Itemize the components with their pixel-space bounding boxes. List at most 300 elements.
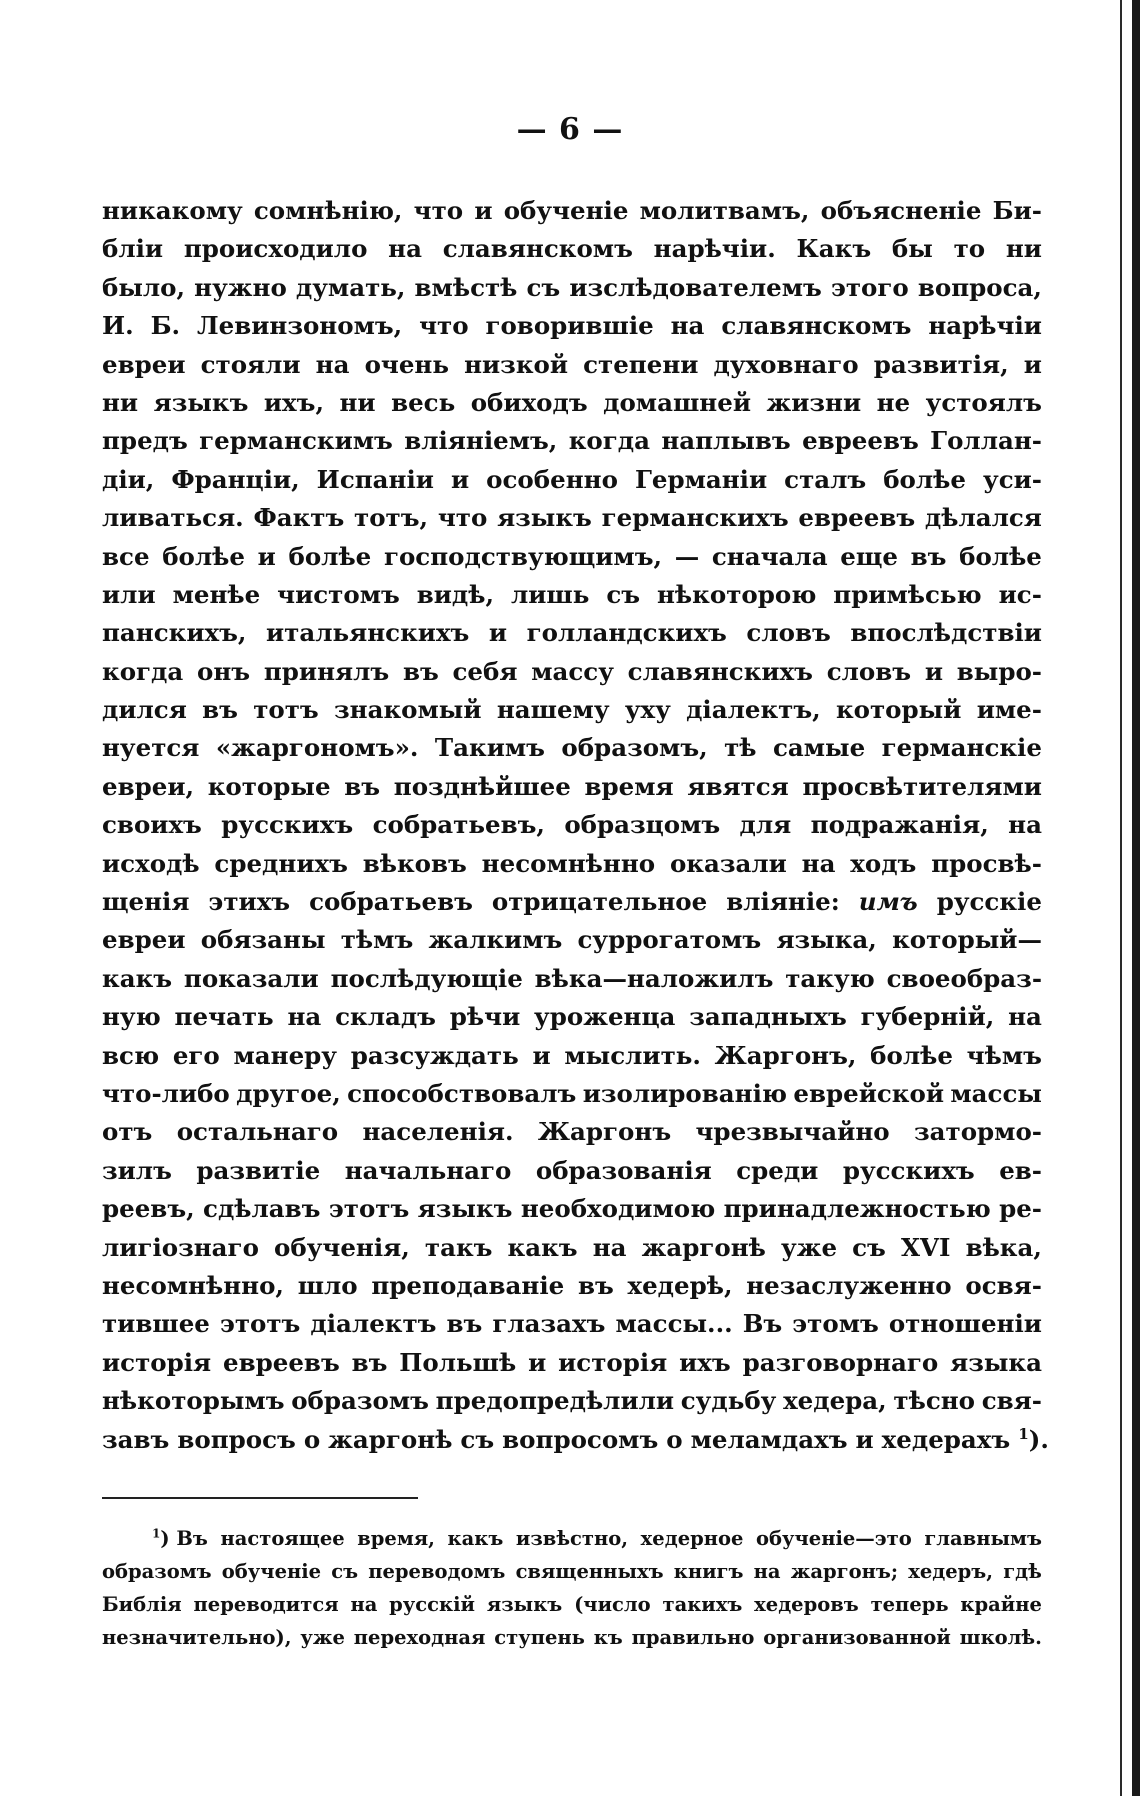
footnote-word: хедерное — [640, 1527, 744, 1550]
word: ис- — [998, 579, 1042, 609]
text-line — [102, 1305, 1042, 1343]
word: панскихъ, — [102, 618, 247, 648]
footnote-word: извѣстно, — [515, 1527, 629, 1550]
word: тившее — [102, 1309, 210, 1339]
word: видѣ, — [416, 579, 495, 609]
word: нѣкоторою — [657, 579, 817, 609]
word: массы — [950, 1078, 1042, 1108]
text-line — [102, 461, 1042, 499]
word: чистомъ — [277, 579, 400, 609]
word: ную — [102, 1002, 161, 1032]
word: и — [1023, 349, 1042, 379]
word: жизни — [766, 387, 862, 417]
text-line — [102, 1421, 1049, 1459]
word: имъ — [858, 887, 918, 917]
word: жаргонѣ — [641, 1232, 766, 1262]
word: думать, — [295, 272, 406, 302]
footnote-word: уже — [300, 1626, 345, 1649]
word: ходъ — [850, 848, 917, 878]
word: массы... — [615, 1309, 733, 1339]
word: ни — [102, 387, 139, 417]
word: оказали — [669, 848, 787, 878]
word: «жаргономъ». — [215, 733, 419, 763]
footnote-word: переводомъ — [368, 1560, 506, 1583]
word: Въ — [742, 1309, 783, 1339]
word: Жаргонъ — [537, 1117, 672, 1147]
word: на — [801, 848, 836, 878]
word: языкъ — [417, 1194, 513, 1224]
word: Франціи, — [171, 464, 300, 494]
word: съ — [526, 272, 561, 302]
word: славянскомъ — [442, 234, 633, 264]
word: языкъ — [153, 387, 249, 417]
word: такъ — [424, 1232, 493, 1262]
word: и — [488, 618, 508, 648]
word: что — [437, 503, 488, 533]
footnote-word: организованной — [763, 1626, 951, 1649]
footnote-word: обученіе—это — [756, 1527, 912, 1550]
word: нѣкоторымъ — [102, 1386, 285, 1416]
word: показали — [183, 963, 319, 993]
word: молитвамъ, — [639, 196, 810, 225]
word: среди — [736, 1155, 819, 1185]
footnote-word: обученіе — [221, 1560, 322, 1583]
word: освя- — [965, 1270, 1042, 1300]
word: тѣмъ — [340, 925, 414, 955]
word: массу — [531, 656, 614, 686]
word: евреевъ — [798, 503, 916, 533]
word: реевъ, — [102, 1194, 195, 1224]
word: и — [532, 1040, 551, 1070]
text-line — [102, 422, 1042, 460]
word: то — [953, 234, 986, 264]
word: образомъ — [291, 1386, 429, 1416]
word: другое, — [236, 1078, 341, 1108]
footnote-word: гдѣ — [1003, 1560, 1042, 1583]
word: меламдахъ — [690, 1424, 848, 1454]
footnote-word: ступень — [494, 1626, 585, 1649]
word: что-либо — [102, 1078, 230, 1108]
word: болѣе — [162, 541, 245, 571]
page-edge-shadow — [1132, 0, 1140, 1796]
word: позднѣйшее — [393, 771, 571, 801]
word: преподаваніе — [371, 1270, 565, 1300]
word: дѣлался — [924, 503, 1042, 533]
footnote-word: настоящее — [220, 1527, 345, 1550]
word: послѣдующіе — [330, 963, 523, 993]
footnote-word: хедеровъ — [754, 1593, 859, 1616]
text-line — [102, 1113, 1042, 1151]
word: собратьевъ, — [372, 810, 545, 840]
word: тотъ, — [354, 503, 429, 533]
word: евреевъ — [223, 1347, 340, 1377]
footnote-reference — [1018, 1421, 1049, 1459]
word: итальянскихъ — [266, 618, 470, 648]
word: примѣсью — [833, 579, 982, 609]
footnote-word: на — [753, 1560, 781, 1583]
word: вѣка—наложилъ — [534, 963, 774, 993]
word: онъ — [197, 656, 251, 686]
text-line — [102, 384, 1042, 422]
word: принялъ — [263, 656, 390, 686]
word: Польшѣ — [399, 1347, 517, 1377]
text-line — [102, 1229, 1042, 1267]
word: обиходъ — [470, 387, 588, 417]
footnote-word: Библія — [102, 1593, 182, 1616]
word: германскіе — [881, 733, 1042, 763]
word: образованія — [535, 1155, 712, 1185]
footnote-word-text: ) Въ — [160, 1527, 208, 1550]
footnote-word: школѣ. — [959, 1626, 1042, 1649]
footnote — [102, 1522, 1042, 1654]
text-line — [102, 653, 1042, 691]
word: низкой — [464, 349, 569, 379]
text-line — [102, 1190, 1042, 1228]
word: въ — [344, 771, 381, 801]
footnote-word: книгъ — [673, 1560, 744, 1583]
word: такую — [785, 963, 875, 993]
word: разговорнаго — [742, 1347, 939, 1377]
footnote-word: правильно — [631, 1626, 755, 1649]
word: зилъ — [102, 1155, 172, 1185]
word: Такимъ — [434, 733, 545, 763]
footnote-word: переходная — [353, 1626, 486, 1649]
word: этотъ — [219, 1309, 301, 1339]
footnote-word: главнымъ — [924, 1527, 1042, 1550]
word: Фактъ — [253, 503, 345, 533]
word: славянскихъ — [627, 656, 813, 686]
word: чѣмъ — [966, 1040, 1042, 1070]
word: Жаргонъ, — [714, 1040, 857, 1070]
word: въ — [577, 1270, 614, 1300]
word: и — [450, 464, 470, 494]
footnote-ref-marker: 1 — [1018, 1424, 1029, 1443]
word: евреевъ — [802, 426, 919, 456]
word: вопросъ — [177, 1424, 296, 1454]
word: исторія — [558, 1347, 668, 1377]
word: стояли — [200, 349, 301, 379]
footnote-word: теперь — [870, 1593, 949, 1616]
word: еврейской — [793, 1078, 945, 1108]
footnote-word — [152, 1522, 208, 1555]
word: вѣковъ — [362, 848, 467, 878]
footnote-word: образомъ — [102, 1560, 212, 1583]
footnote-word: съ — [331, 1560, 359, 1583]
word: въ — [910, 541, 947, 571]
word: происходило — [183, 234, 368, 264]
text-line — [102, 845, 1042, 883]
word: время — [584, 771, 674, 801]
word: языка, — [776, 925, 877, 955]
word: Испаніи — [316, 464, 434, 494]
word: населенія. — [362, 1117, 514, 1147]
word: и — [474, 196, 493, 225]
word: нужно — [194, 272, 287, 302]
word: хедерѣ, — [627, 1270, 733, 1300]
word: какъ — [507, 1232, 578, 1262]
word: ливаться. — [102, 503, 244, 533]
word: словъ — [826, 656, 912, 686]
word: исторія — [102, 1347, 212, 1377]
word: въ — [202, 695, 238, 725]
word: собратьевъ — [309, 887, 473, 917]
text-line — [102, 576, 1042, 614]
word: на — [315, 349, 350, 379]
word: все — [102, 541, 150, 571]
word: евреи, — [102, 771, 195, 801]
text-line — [102, 806, 1042, 844]
word: уже — [781, 1232, 838, 1262]
word: въ — [351, 1347, 388, 1377]
word: суррогатомъ — [577, 925, 762, 955]
word: духовнаго — [713, 349, 859, 379]
word: на — [1008, 1002, 1042, 1032]
word: какъ — [102, 963, 173, 993]
word: германскихъ — [601, 503, 789, 533]
word: хедера, — [783, 1386, 887, 1416]
word: господствующимъ, — [383, 541, 663, 571]
word: хедерахъ — [881, 1424, 1011, 1454]
text-line — [102, 960, 1042, 998]
footnote-word: незначительно), — [102, 1626, 292, 1649]
word: сомнѣнію, — [253, 196, 403, 225]
word: наплывъ — [661, 426, 791, 456]
word: этого — [830, 272, 909, 302]
word: явятся — [687, 771, 789, 801]
word: въ — [402, 656, 439, 686]
footnote-line — [102, 1555, 1042, 1588]
word: исходѣ — [102, 848, 200, 878]
word: складъ — [335, 1002, 436, 1032]
word: славянскомъ — [721, 311, 912, 341]
footnote-word: такихъ — [662, 1593, 743, 1616]
word: мыслить. — [564, 1040, 701, 1070]
word: дился — [102, 695, 187, 725]
word: на — [388, 234, 422, 264]
text-line — [102, 1344, 1042, 1382]
footnote-marker: 1 — [152, 1526, 161, 1541]
word: XVI — [900, 1232, 951, 1262]
word: принадлежностью — [723, 1194, 991, 1224]
word: сдѣлавъ — [203, 1194, 321, 1224]
footnote-word: на — [350, 1593, 378, 1616]
word: западныхъ — [689, 1002, 847, 1032]
word: словъ — [746, 618, 831, 648]
word: ни — [339, 387, 376, 417]
word: о — [666, 1424, 683, 1454]
text-line — [102, 230, 1042, 268]
word: очень — [364, 349, 449, 379]
word: завъ — [102, 1424, 170, 1454]
word: знакомый — [334, 695, 482, 725]
word: русскіе — [936, 887, 1042, 917]
word: германскимъ — [199, 426, 393, 456]
text-line — [102, 614, 1042, 652]
word: степени — [583, 349, 699, 379]
word: жаргонѣ — [328, 1424, 453, 1454]
word: болѣе — [288, 541, 372, 571]
main-text — [102, 192, 1049, 1459]
word: изслѣдователемъ — [569, 272, 822, 302]
word: просвѣтителями — [802, 771, 1042, 801]
word: этихъ — [208, 887, 291, 917]
word: обязаны — [200, 925, 326, 955]
word: и — [855, 1424, 874, 1454]
word: вліяніе: — [726, 887, 840, 917]
text-line — [102, 691, 1042, 729]
word: еще — [840, 541, 898, 571]
word: особенно — [486, 464, 618, 494]
word: евреи — [102, 349, 186, 379]
word: устоялъ — [925, 387, 1042, 417]
word: Левинзономъ, — [196, 311, 403, 341]
word: чрезвычайно — [695, 1117, 890, 1147]
word: никакому — [102, 196, 243, 225]
text-line — [102, 768, 1042, 806]
footnote-divider — [102, 1497, 418, 1499]
text-line — [102, 729, 1042, 767]
word: всю — [102, 1040, 160, 1070]
word: лишь — [510, 579, 590, 609]
word: ихъ, — [263, 387, 324, 417]
word: и — [257, 541, 276, 571]
footnote-word: къ — [593, 1626, 623, 1649]
text-line — [102, 307, 1042, 345]
word: свя- — [981, 1386, 1042, 1416]
text-line — [102, 1152, 1042, 1190]
word: обученіе — [503, 196, 629, 225]
word: губерній, — [860, 1002, 995, 1032]
word: Голлан- — [930, 426, 1042, 456]
word: что — [413, 196, 464, 225]
word: когда — [102, 656, 184, 686]
word: нуется — [102, 733, 200, 763]
footnote-word: языкъ — [486, 1593, 563, 1616]
word: выро- — [956, 656, 1042, 686]
word: языкъ — [497, 503, 592, 533]
word: среднихъ — [214, 848, 348, 878]
footnote-word: крайне — [960, 1593, 1042, 1616]
word: ихъ — [679, 1347, 731, 1377]
footnote-line — [102, 1588, 1042, 1621]
word: вѣка, — [965, 1232, 1042, 1262]
word: отрицательное — [491, 887, 708, 917]
word: уроженца — [534, 1002, 676, 1032]
word: предъ — [102, 426, 188, 456]
word: шло — [297, 1270, 358, 1300]
word: бы — [891, 234, 933, 264]
text-line — [102, 998, 1042, 1036]
word: языка — [950, 1347, 1042, 1377]
text-line — [102, 192, 1042, 230]
word: рѣчи — [449, 1002, 521, 1032]
word: образомъ, — [561, 733, 708, 763]
word: что — [419, 311, 469, 341]
footnote-word: русскій — [389, 1593, 475, 1616]
word: изолированію — [582, 1078, 788, 1108]
word: несомнѣнно, — [102, 1270, 284, 1300]
word: нарѣчіи — [928, 311, 1042, 341]
word: щенія — [102, 887, 190, 917]
text-line — [102, 1075, 1042, 1113]
word: бліи — [102, 234, 164, 264]
word: сначала — [711, 541, 828, 571]
word: Б. — [150, 311, 181, 341]
word: И. — [102, 311, 134, 341]
word: который— — [892, 925, 1042, 955]
word: разсуждать — [350, 1040, 519, 1070]
word: уси- — [983, 464, 1042, 494]
word: не — [876, 387, 911, 417]
word: уху — [624, 695, 671, 725]
word: болѣе — [883, 464, 966, 494]
word: манеру — [233, 1040, 337, 1070]
footnote-word: жаргонъ; — [790, 1560, 899, 1583]
word: о — [303, 1424, 321, 1454]
text-line — [102, 1267, 1042, 1305]
word: менѣе — [172, 579, 261, 609]
word: ни — [1005, 234, 1042, 264]
word: судьбу — [680, 1386, 777, 1416]
word: когда — [568, 426, 650, 456]
word: образцомъ — [564, 810, 721, 840]
footnote-line — [102, 1522, 1042, 1555]
text-line — [102, 921, 1042, 959]
word: ре- — [999, 1194, 1042, 1224]
word: съ — [460, 1424, 495, 1454]
word: которые — [207, 771, 331, 801]
word: обученія, — [274, 1232, 410, 1262]
word: развитія, — [873, 349, 1009, 379]
word: тѣсно — [893, 1386, 976, 1416]
word: тотъ — [253, 695, 319, 725]
word: вопроса, — [917, 272, 1042, 302]
word: было, — [102, 272, 186, 302]
word: тѣ — [724, 733, 757, 763]
word: этотъ — [328, 1194, 410, 1224]
word: несомнѣнно — [481, 848, 656, 878]
footnote-word: (число — [574, 1593, 651, 1616]
word: для — [739, 810, 792, 840]
word: съ — [606, 579, 641, 609]
text-line — [102, 499, 1042, 537]
word: жалкимъ — [428, 925, 563, 955]
word: весь — [391, 387, 456, 417]
word: на — [287, 1002, 322, 1032]
word: печать — [174, 1002, 274, 1032]
word: способствовалъ — [347, 1078, 577, 1108]
word: своихъ — [102, 810, 202, 840]
word: русскихъ — [221, 810, 354, 840]
word: лигіознаго — [102, 1232, 259, 1262]
word: русскихъ — [842, 1155, 975, 1185]
word: вліяніемъ, — [404, 426, 558, 456]
word: своеобраз- — [886, 963, 1042, 993]
word: себя — [452, 656, 518, 686]
word: сталъ — [784, 464, 867, 494]
page-edge-line — [1120, 0, 1122, 1796]
word: и — [528, 1347, 547, 1377]
text-line — [102, 1382, 1042, 1420]
footnote-word: переводится — [193, 1593, 339, 1616]
word: развитіе — [196, 1155, 321, 1185]
word: предопредѣлили — [435, 1386, 675, 1416]
word: въ — [446, 1309, 483, 1339]
word: вмѣстѣ — [414, 272, 518, 302]
word: вопросомъ — [502, 1424, 659, 1454]
word: впослѣдствіи — [850, 618, 1042, 648]
word: съ — [852, 1232, 886, 1262]
